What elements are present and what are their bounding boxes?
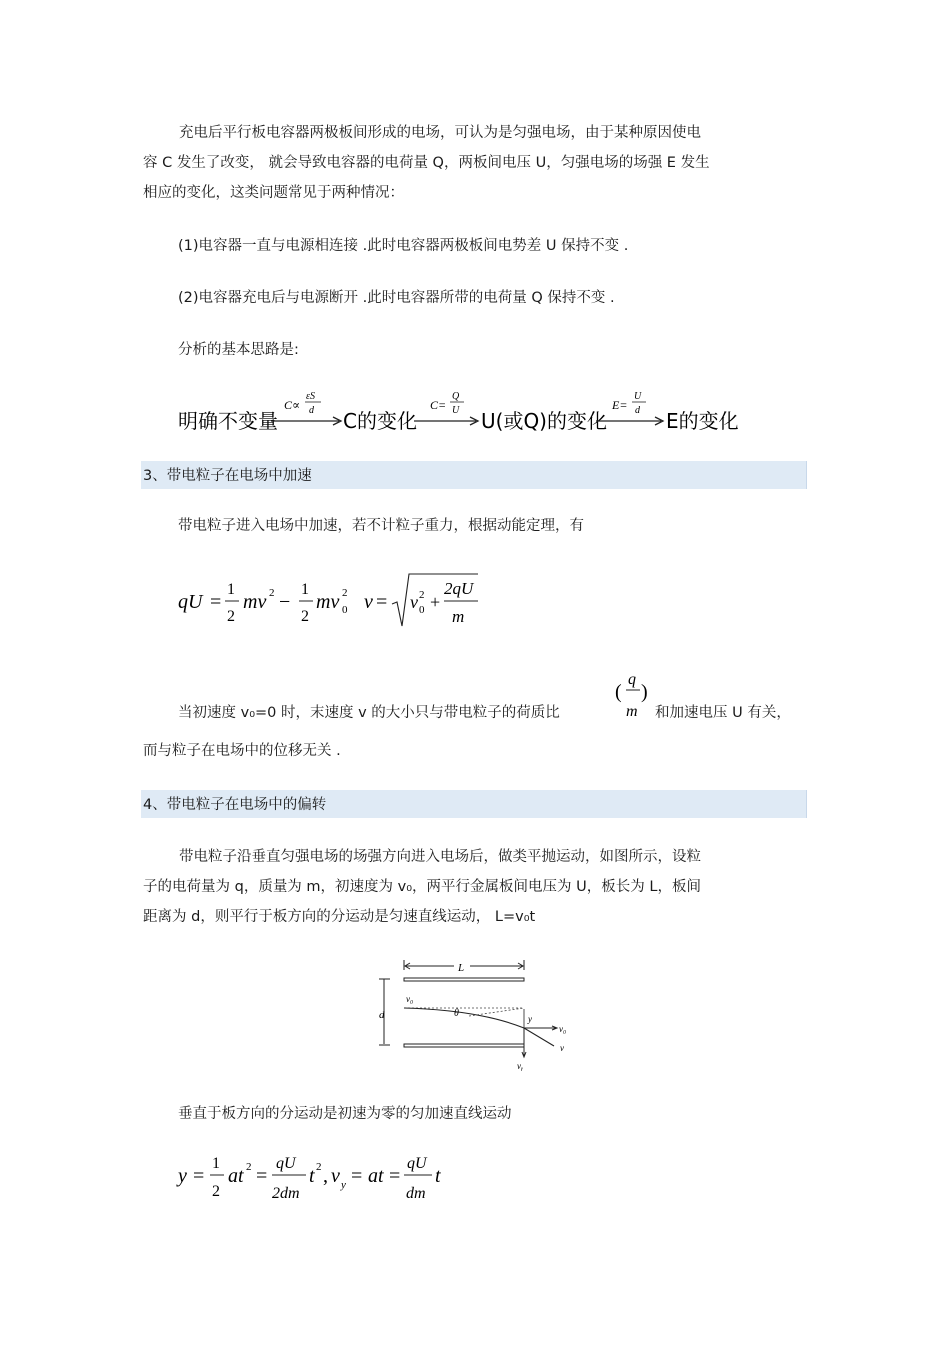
upper-plate: [404, 978, 524, 981]
svg-text:Q: Q: [452, 391, 460, 402]
label-v0-out: v₀: [559, 1024, 567, 1034]
intro-paragraph: [143, 118, 807, 208]
section-3-note-a: 当初速度 v₀=0 时，末速度 v 的大小只与带电粒子的荷质比: [178, 705, 560, 721]
svg-text:(: (: [615, 681, 622, 703]
flow-result-2: U(或Q)的变化: [481, 409, 607, 433]
svg-text:2: 2: [301, 608, 309, 625]
deflection-diagram: [374, 956, 584, 1076]
svg-text:mv: mv: [316, 591, 340, 613]
label-L: L: [458, 962, 465, 974]
svg-text:−: −: [279, 591, 291, 613]
svg-text:,: ,: [323, 1165, 328, 1187]
flow-formula-1-den: d: [309, 405, 314, 416]
svg-text:=: =: [256, 1165, 268, 1187]
svg-text:2: 2: [212, 1183, 220, 1200]
label-d: d: [379, 1009, 385, 1021]
svg-text:2: 2: [246, 1161, 252, 1173]
idea-label: 分析的基本思路是:: [178, 342, 299, 358]
svg-text:1: 1: [301, 581, 309, 598]
svg-text:2: 2: [269, 587, 275, 599]
svg-text:qU: qU: [276, 1155, 296, 1172]
section-4-paragraph: [143, 842, 807, 932]
section-4-line-1: 带电粒子沿垂直匀强电场的场强方向进入电场后，做类平抛运动，如图所示，设粒: [179, 849, 701, 865]
svg-text:at: at: [228, 1165, 244, 1187]
svg-text:at: at: [368, 1165, 384, 1187]
svg-text:t: t: [309, 1165, 315, 1187]
svg-text:v: v: [410, 592, 418, 612]
svg-text:=: =: [351, 1165, 363, 1187]
svg-text:q: q: [628, 671, 636, 688]
intro-line-1: 充电后平行板电容器两极板间形成的电场，可认为是匀强电场，由于某种原因使电: [179, 125, 701, 141]
charge-mass-ratio: [612, 668, 652, 722]
svg-text:=: =: [376, 591, 388, 613]
intro-line-3: 相应的变化，这类问题常见于两种情况：: [143, 185, 404, 201]
section-3-note-b: 和加速电压 U 有关，: [655, 705, 791, 721]
svg-text:mv: mv: [243, 591, 267, 613]
svg-text:=: =: [193, 1165, 205, 1187]
deflection-equation: [176, 1148, 476, 1208]
section-3-note-c: 而与粒子在电场中的位移无关 .: [143, 743, 341, 759]
svg-text:0: 0: [342, 604, 348, 616]
svg-text:y: y: [178, 1165, 187, 1187]
svg-text:y: y: [341, 1179, 346, 1191]
svg-text:2dm: 2dm: [272, 1185, 300, 1202]
flow-result-3: E的变化: [666, 409, 739, 433]
label-theta: θ: [454, 1008, 459, 1019]
section-3-heading: 3、带电粒子在电场中加速: [141, 461, 807, 489]
svg-text:2: 2: [419, 589, 425, 601]
svg-text:): ): [641, 681, 648, 703]
intro-line-2: 容 C 发生了改变， 就会导致电容器的电荷量 Q，两板间电压 U，匀强电场的场强 E 发生: [143, 155, 710, 171]
svg-text:=: =: [389, 1165, 401, 1187]
section-3-intro: 带电粒子进入电场中加速，若不计粒子重力，根据动能定理，有: [178, 518, 584, 534]
analysis-flow-diagram: [176, 385, 746, 437]
case-1-text: (1)电容器一直与电源相连接 .此时电容器两极板间电势差 U 保持不变 .: [178, 238, 629, 254]
svg-text:1: 1: [212, 1155, 220, 1172]
svg-text:+: +: [430, 592, 441, 612]
section-4-heading: 4、带电粒子在电场中的偏转: [141, 790, 807, 818]
flow-formula-1-num: εS: [306, 391, 315, 402]
label-y: y: [528, 1014, 532, 1024]
flow-start: 明确不变量: [178, 409, 278, 433]
svg-text:v: v: [364, 591, 373, 613]
svg-text:v: v: [331, 1165, 340, 1187]
svg-text:U: U: [452, 405, 460, 416]
lower-plate: [404, 1044, 524, 1047]
svg-text:2: 2: [316, 1161, 322, 1173]
flow-formula-2: C=: [430, 398, 447, 412]
svg-text:=: =: [210, 591, 222, 613]
svg-text:2qU: 2qU: [444, 579, 474, 598]
section-4-line-2: 子的电荷量为 q，质量为 m，初速度为 v₀，两平行金属板间电压为 U，板长为 L，板间: [143, 879, 701, 895]
section-4-line-3: 距离为 d，则平行于板方向的分运动是匀速直线运动， L=v₀t: [143, 909, 536, 925]
flow-formula-3: E=: [612, 398, 628, 412]
svg-text:2: 2: [342, 587, 348, 599]
svg-text:m: m: [452, 607, 465, 626]
svg-text:0: 0: [419, 604, 425, 616]
svg-text:d: d: [635, 405, 640, 416]
svg-text:2: 2: [227, 608, 235, 625]
svg-text:1: 1: [227, 581, 235, 598]
case-2-text: (2)电容器充电后与电源断开 .此时电容器所带的电荷量 Q 保持不变 .: [178, 290, 615, 306]
svg-text:qU: qU: [407, 1155, 427, 1172]
label-v0-in: v₀: [406, 994, 414, 1004]
label-v: v: [560, 1043, 564, 1053]
svg-text:m: m: [626, 703, 638, 720]
flow-result-1: C的变化: [343, 409, 417, 433]
svg-text:qU: qU: [178, 591, 203, 613]
section-4-perp: 垂直于板方向的分运动是初速为零的匀加速直线运动: [178, 1106, 512, 1122]
label-vy: vᵧ: [517, 1061, 524, 1071]
flow-formula-1: C∝: [284, 398, 301, 412]
svg-text:t: t: [435, 1165, 441, 1187]
svg-text:dm: dm: [406, 1185, 426, 1202]
svg-text:U: U: [634, 391, 642, 402]
energy-equation: [176, 568, 496, 634]
